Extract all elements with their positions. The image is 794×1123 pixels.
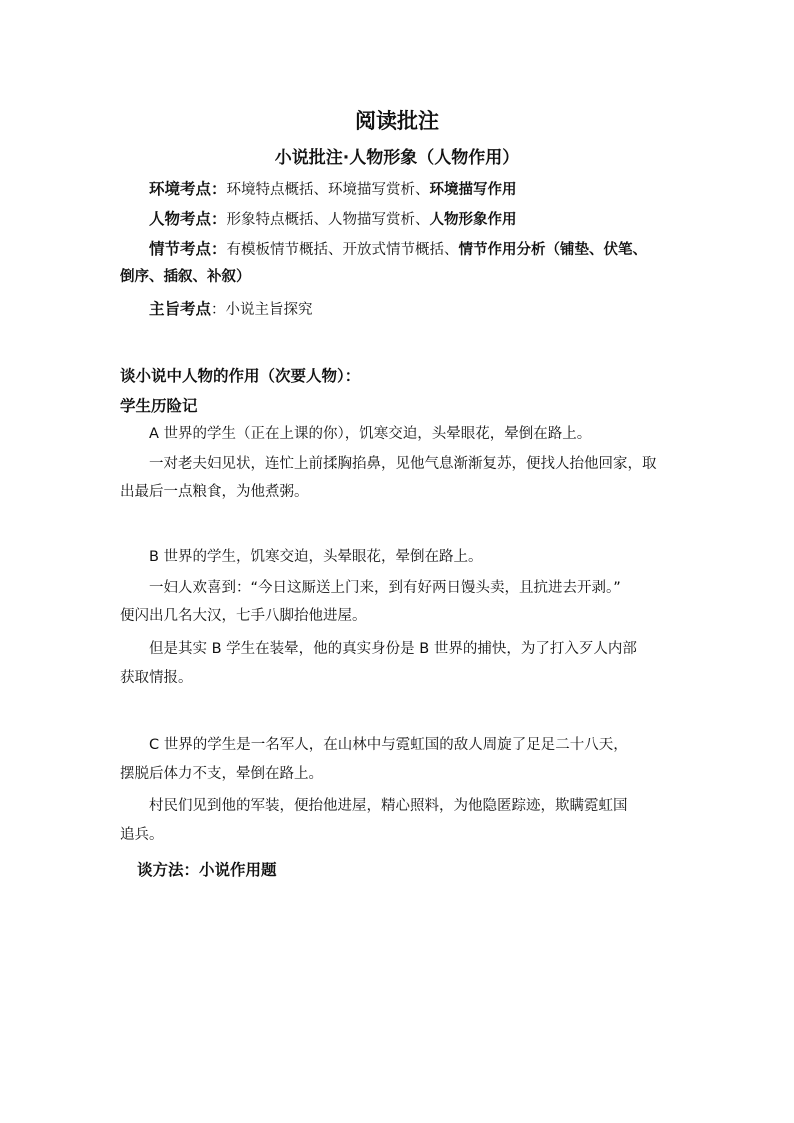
story-c-line1: C 世界的学生是一名军人，在山林中与霓虹国的敌人周旋了足足二十八天， (149, 737, 628, 753)
env-kaodian-text: 环境特点概括、环境描写赏析、 (226, 182, 430, 198)
theme-kaodian-text: ：小说主旨探究 (211, 302, 313, 318)
story-c-line2: 摆脱后体力不支，晕倒在路上。 (120, 766, 323, 782)
env-kaodian-line (149, 177, 517, 202)
env-kaodian-label: 环境考点： (149, 180, 227, 198)
story-c-line3: 村民们见到他的军装，便抬他进屋，精心照料，为他隐匿踪迹，欺瞒霓虹国 (149, 798, 628, 814)
char-kaodian-bold: 人物形象作用 (429, 212, 517, 228)
story-b-line2: 一妇人欢喜到：“今日这厮送上门来，到有好两日馒头卖，且抗进去开剥。” (149, 580, 621, 596)
story-a-line2: 一对老夫妇见状，连忙上前揉胸掐鼻，见他气息渐渐复苏，便找人抬他回家，取 (149, 456, 657, 472)
theme-kaodian-line (149, 297, 313, 322)
story-b-line5: 获取情报。 (120, 670, 193, 686)
plot-kaodian-continued: 倒序、插叙、补叙） (120, 269, 251, 285)
story-a-line3: 出最后一点粮食，为他煮粥。 (120, 484, 309, 500)
story-b-line1: B 世界的学生，饥寒交迫，头晕眼花，晕倒在路上。 (149, 549, 483, 565)
story-title: 学生历险记 (120, 397, 198, 415)
char-kaodian-label: 人物考点： (149, 210, 227, 228)
page-subtitle: 小说批注·人物形象（人物作用） (274, 148, 520, 168)
story-b-line4: 但是其实 B 学生在装晕，他的真实身份是 B 世界的捕快，为了打入歹人内部 (149, 641, 637, 657)
page-title: 阅读批注 (355, 109, 439, 133)
story-a-line1: A 世界的学生（正在上课的你），饥寒交迫，头晕眼花，晕倒在路上。 (149, 426, 592, 442)
theme-kaodian-label: 主旨考点 (149, 300, 212, 318)
plot-kaodian-label: 情节考点： (149, 240, 227, 258)
story-b-line3: 便闪出几名大汉，七手八脚抬他进屋。 (120, 608, 367, 624)
story-c-line4: 追兵。 (120, 827, 164, 843)
char-kaodian-line (149, 207, 517, 232)
char-kaodian-text: 形象特点概括、人物描写赏析、 (226, 212, 430, 228)
method-heading: 谈方法：小说作用题 (137, 861, 277, 879)
section-heading: 谈小说中人物的作用（次要人物）： (120, 367, 361, 385)
plot-kaodian-line (149, 237, 647, 262)
plot-kaodian-bold: 情节作用分析（铺垫、伏笔、 (458, 242, 648, 258)
env-kaodian-bold: 环境描写作用 (429, 182, 517, 198)
plot-kaodian-text: 有模板情节概括、开放式情节概括、 (226, 242, 459, 258)
